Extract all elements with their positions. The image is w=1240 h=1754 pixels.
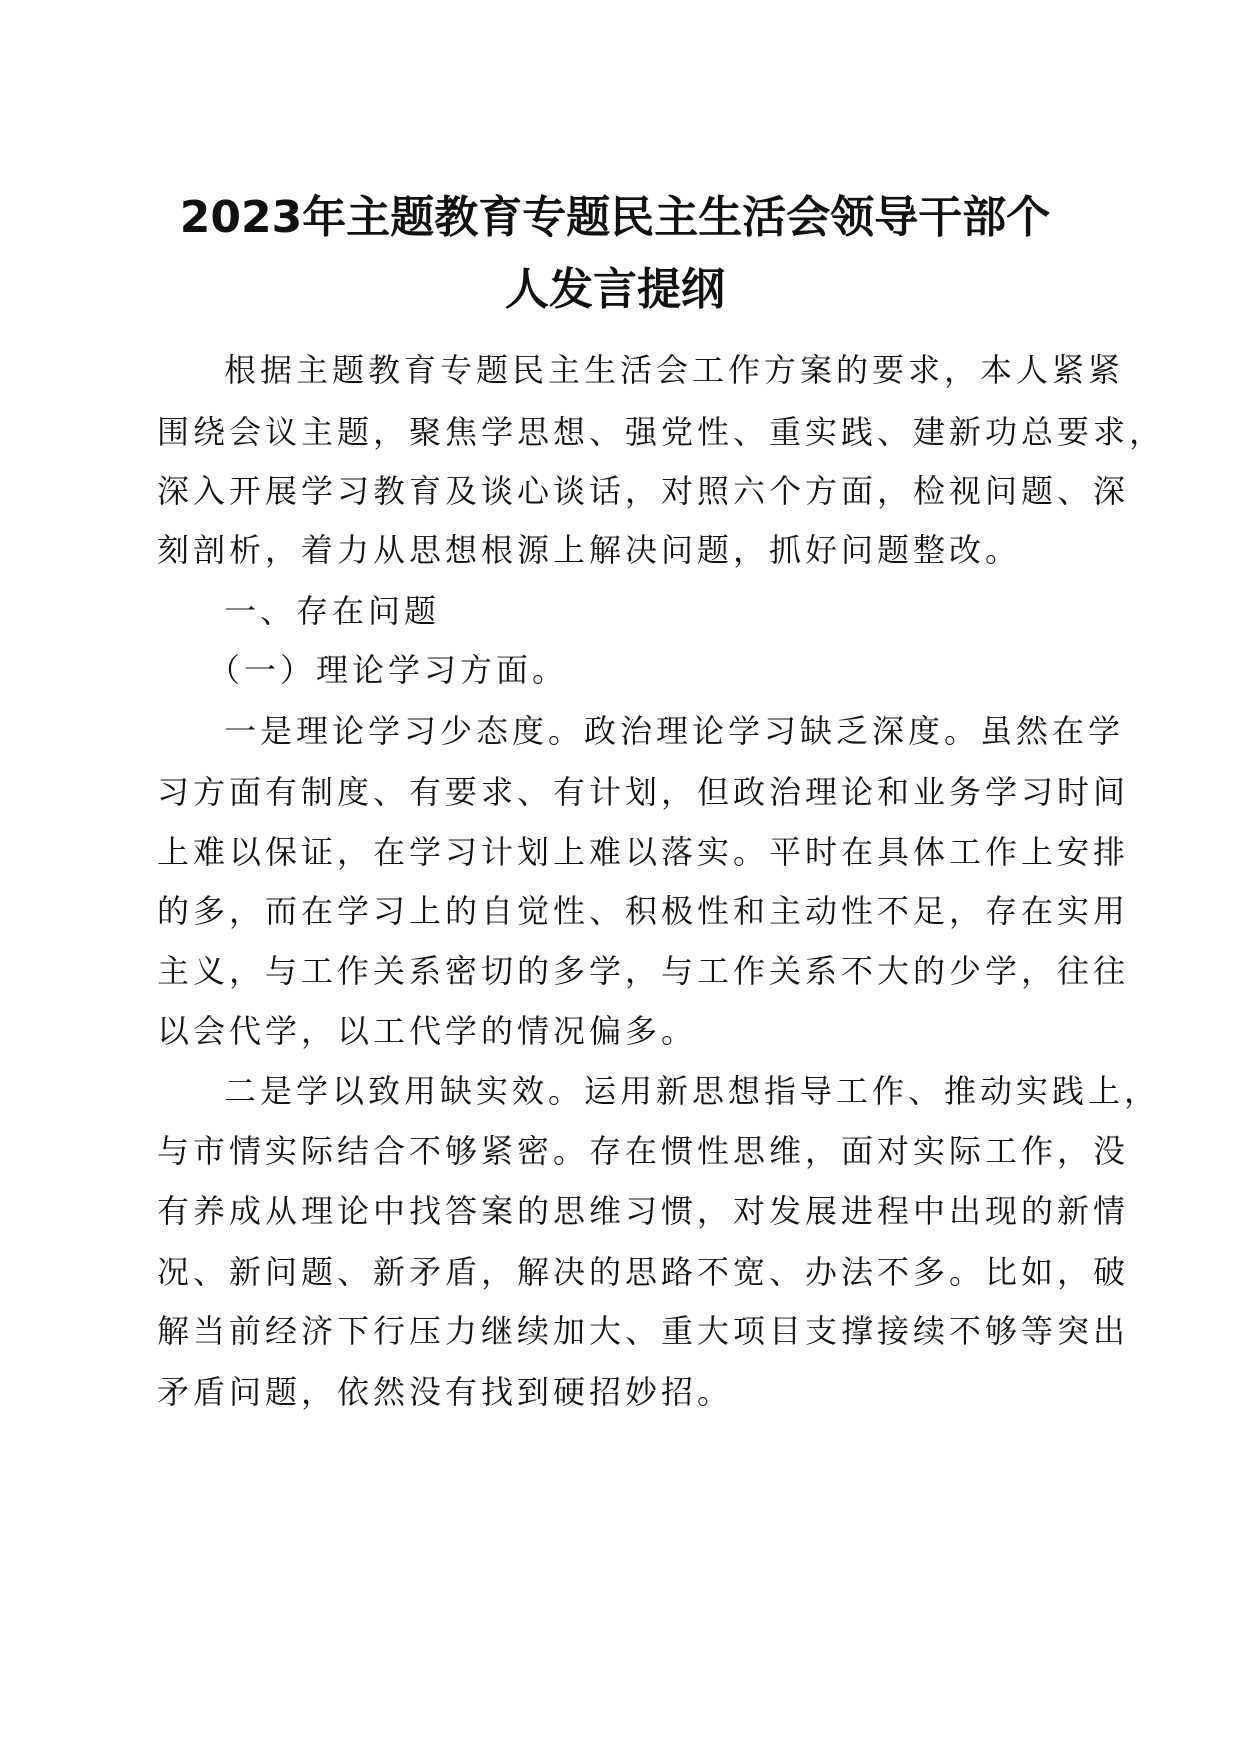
point-2-line-3: 有养成从理论中找答案的思维习惯，对发展进程中出现的新情 [157,1192,1130,1230]
point-2-line-2: 与市情实际结合不够紧密。存在惯性思维，面对实际工作，没 [157,1132,1130,1170]
point-1-line-1: 一是理论学习少态度。政治理论学习缺乏深度。虽然在学 [224,712,1125,750]
intro-line-4: 刻剖析，着力从思想根源上解决问题，抓好问题整改。 [157,531,1022,569]
intro-line-2: 围绕会议主题，聚焦学思想、强党性、重实践、建新功总要求， [157,413,1166,451]
point-1-line-5: 主义，与工作关系密切的多学，与工作关系不大的少学，往往 [157,952,1130,990]
subsection-heading-theory-study: （一）理论学习方面。 [208,651,569,689]
point-2-line-5: 解当前经济下行压力继续加大、重大项目支撑接续不够等突出 [157,1312,1130,1350]
document-title-line-2: 人发言提纲 [505,264,725,315]
point-2-line-4: 况、新问题、新矛盾，解决的思路不宽、办法不多。比如，破 [157,1253,1130,1291]
point-2-line-6: 矛盾问题，依然没有找到硬招妙招。 [157,1373,734,1411]
intro-line-3: 深入开展学习教育及谈心谈话，对照六个方面，检视问题、深 [157,472,1130,510]
point-1-line-6: 以会代学，以工代学的情况偏多。 [157,1012,698,1050]
document-title-line-1: 2023年主题教育专题民主生活会领导干部个 [179,192,1051,243]
point-1-line-4: 的多，而在学习上的自觉性、积极性和主动性不足，存在实用 [157,892,1130,930]
point-1-line-2: 习方面有制度、有要求、有计划，但政治理论和业务学习时间 [157,773,1130,811]
intro-line-1: 根据主题教育专题民主生活会工作方案的要求，本人紧紧 [224,351,1125,389]
point-2-line-1: 二是学以致用缺实效。运用新思想指导工作、推动实践上， [224,1072,1161,1110]
section-heading-problems: 一、存在问题 [224,592,441,630]
point-1-line-3: 上难以保证，在学习计划上难以落实。平时在具体工作上安排 [157,833,1130,871]
